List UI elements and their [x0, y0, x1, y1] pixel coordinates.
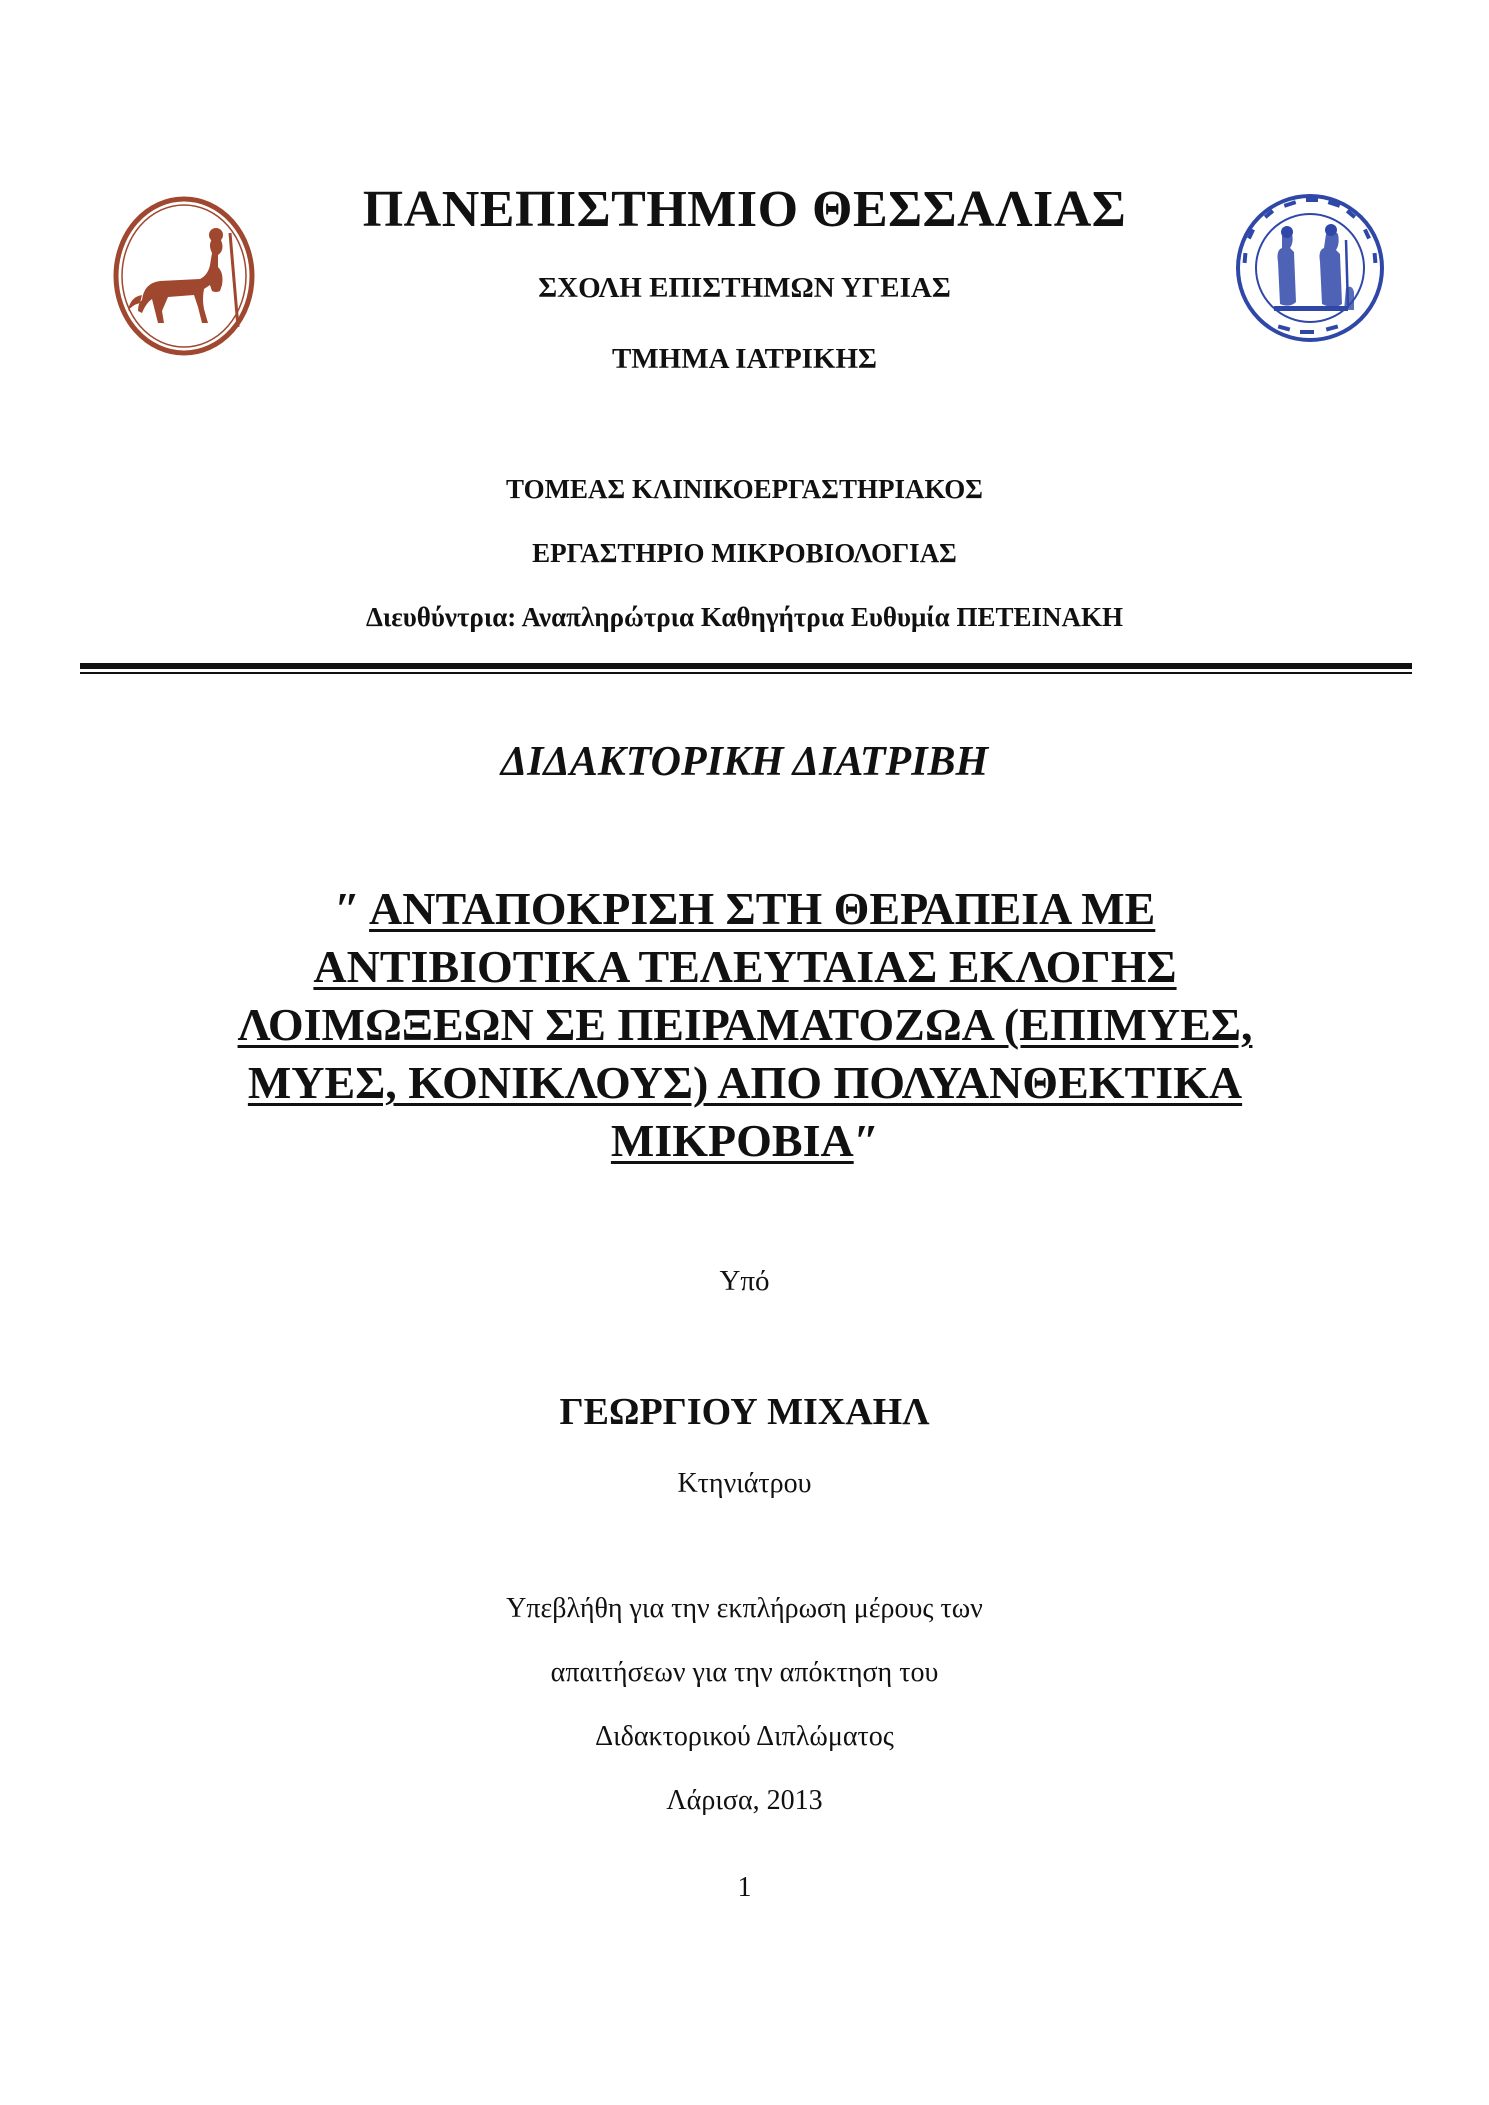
author-profession: Κτηνιάτρου: [677, 1468, 812, 1499]
header-divider-thin: [80, 672, 1412, 674]
thesis-title-text-4: ΜΥΕΣ, ΚΟΝΙΚΛΟΥΣ) ΑΠΟ ΠΟΛΥΑΝΘΕΚΤΙΚΑ: [247, 1057, 1243, 1108]
by-label: Υπό: [719, 1265, 770, 1297]
title-close-quote: ″: [853, 1115, 880, 1166]
submission-line-3: Διδακτορικού Διπλώματος: [595, 1721, 894, 1752]
thesis-title-line-5: [220, 1112, 1270, 1170]
department-name: ΤΜΗΜΑ ΙΑΤΡΙΚΗΣ: [611, 343, 878, 375]
place-date: Λάρισα, 2013: [666, 1785, 823, 1816]
director-line: Διευθύντρια: Αναπληρώτρια Καθηγήτρια Ευθυμία ΠΕΤΕΙΝΑΚΗ: [365, 602, 1124, 632]
thesis-title-text-2: ΑΝΤΙΒΙΟΤΙΚΑ ΤΕΛΕΥΤΑΙΑΣ ΕΚΛΟΓΗΣ: [313, 941, 1177, 992]
thesis-title-text-5: ΜΙΚΡΟΒΙΑ: [610, 1115, 854, 1166]
thesis-title-text-3: ΛΟΙΜΩΞΕΩΝ ΣΕ ΠΕΙΡΑΜΑΤΟΖΩΑ (ΕΠΙΜΥΕΣ,: [237, 999, 1253, 1050]
page-number: 1: [737, 1872, 752, 1903]
header-divider-thick: [80, 663, 1412, 669]
university-name: ΠΑΝΕΠΙΣΤΗΜΙΟ ΘΕΣΣΑΛΙΑΣ: [362, 181, 1127, 238]
author-name: ΓΕΩΡΓΙΟΥ ΜΙΧΑΗΛ: [559, 1391, 930, 1433]
sector-name: ΤΟΜΕΑΣ ΚΛΙΝΙΚΟΕΡΓΑΣΤΗΡΙΑΚΟΣ: [506, 474, 983, 504]
thesis-title-text-1: ΑΝΤΑΠΟΚΡΙΣΗ ΣΤΗ ΘΕΡΑΠΕΙΑ ΜΕ: [369, 883, 1156, 934]
thesis-title-line-1: [220, 880, 1270, 938]
thesis-title-line-2: [220, 938, 1270, 996]
thesis-title-line-4: [220, 1054, 1270, 1112]
submission-line-2: απαιτήσεων για την απόκτηση του: [550, 1657, 939, 1688]
laboratory-name: ΕΡΓΑΣΤΗΡΙΟ ΜΙΚΡΟΒΙΟΛΟΓΙΑΣ: [532, 538, 957, 568]
title-open-quote: ″: [334, 883, 370, 934]
thesis-title-line-3: [220, 996, 1270, 1054]
submission-line-1: Υπεβλήθη για την εκπλήρωση μέρους των: [506, 1593, 983, 1624]
school-name: ΣΧΟΛΗ ΕΠΙΣΤΗΜΩΝ ΥΓΕΙΑΣ: [538, 272, 951, 304]
thesis-type: ΔΙΔΑΚΤΟΡΙΚΗ ΔΙΑΤΡΙΒΗ: [500, 739, 989, 785]
thesis-title: [220, 880, 1270, 1170]
